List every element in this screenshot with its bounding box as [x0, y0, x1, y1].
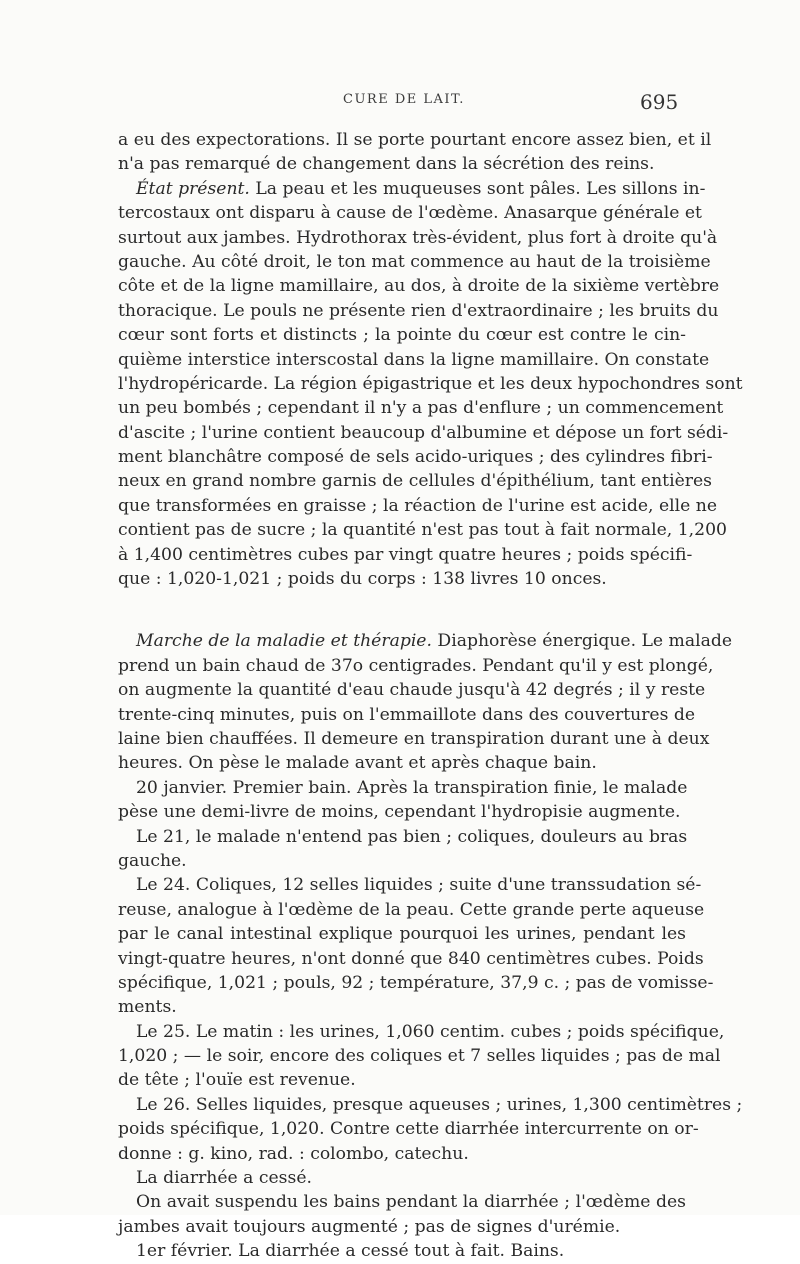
entry-diarrhee — [118, 1166, 686, 1190]
text-line: 20 janvier. Premier bain. Après la transpiration finie, le malade — [136, 777, 688, 798]
text-line: quième interstice interscostal dans la ligne mamillaire. On constate — [118, 349, 710, 370]
text-run: La peau et les muqueuses sont pâles. Les sillons in- — [255, 178, 706, 199]
text-line: côte et de la ligne mamillaire, au dos, à droite de la sixième vertèbre — [118, 276, 720, 297]
text-line: tercostaux ont disparu à cause de l'œdème. Anasarque générale et — [118, 203, 702, 224]
text-line: gauche. Au côté droit, le ton mat commence au haut de la troisième — [118, 251, 711, 272]
entry-21 — [118, 825, 686, 874]
running-title: CURE DE LAIT. — [343, 92, 465, 107]
text-line: neux en grand nombre garnis de cellules d'épithélium, tant entières — [118, 471, 712, 492]
text-line: l'hydropéricarde. La région épigastrique et les deux hypochondres sont — [118, 373, 743, 394]
text-line: trente-cinq minutes, puis on l'emmaillote dans des couvertures de — [118, 704, 696, 725]
text-line: un peu bombés ; cependant il n'y a pas d'enflure ; un commencement — [118, 398, 724, 419]
text-line: prend un bain chaud de 37o centigrades. Pendant qu'il y est plongé, — [118, 655, 714, 676]
text-line: gauche. — [118, 850, 187, 871]
text-line: cœur sont forts et distincts ; la pointe du cœur est contre le cin- — [118, 325, 686, 346]
text-line: a eu des expectorations. Il se porte pourtant encore assez bien, et il — [118, 130, 712, 150]
entry-20-janvier — [118, 776, 686, 825]
text-line: Le 25. Le matin : les urines, 1,060 centim. cubes ; poids spécifique, — [136, 1021, 725, 1042]
text-line: donne : g. kino, rad. : colombo, catechu. — [118, 1143, 469, 1164]
text-line: Le 21, le malade n'entend pas bien ; coliques, douleurs au bras — [136, 826, 688, 847]
entry-24 — [118, 873, 714, 1019]
text-line: 1,020 ; — le soir, encore des coliques et 7 selles liquides ; pas de mal — [118, 1046, 721, 1067]
text-line — [118, 177, 706, 201]
text-line: que transformées en graisse ; la réaction de l'urine est acide, elle ne — [118, 495, 717, 516]
paragraph-etat-present — [118, 177, 743, 592]
text-line — [118, 629, 733, 653]
section-label-etat-present: État présent. — [136, 178, 250, 199]
page-number: 695 — [640, 90, 679, 114]
entry-suspendu — [118, 1190, 686, 1239]
text-line: jambes avait toujours augmenté ; pas de signes d'urémie. — [118, 1216, 621, 1237]
text-line: 1er février. La diarrhée a cessé tout à fait. Bains. — [136, 1241, 565, 1262]
entry-26 — [118, 1093, 743, 1166]
entry-25 — [118, 1020, 725, 1093]
paragraph-marche — [118, 629, 733, 775]
text-line: surtout aux jambes. Hydrothorax très-évident, plus fort à droite qu'à — [118, 227, 718, 248]
section-gap — [118, 591, 686, 629]
section-label-marche: Marche de la maladie et thérapie. — [136, 631, 432, 652]
text-line: ments. — [118, 997, 177, 1018]
text-line: spécifique, 1,021 ; pouls, 92 ; température, 37,9 c. ; pas de vomisse- — [118, 972, 714, 993]
text-line: à 1,400 centimètres cubes par vingt quatre heures ; poids spécifi- — [118, 544, 693, 565]
text-line: poids spécifique, 1,020. Contre cette diarrhée intercurrente on or- — [118, 1119, 699, 1140]
entry-1er-fevrier — [118, 1239, 686, 1263]
text-line: par le canal intestinal explique pourquoi les urines, pendant les — [118, 924, 686, 945]
text-line: La diarrhée a cessé. — [136, 1168, 312, 1189]
text-line: thoracique. Le pouls ne présente rien d'extraordinaire ; les bruits du — [118, 300, 719, 321]
running-head — [0, 90, 800, 120]
text-line: que : 1,020-1,021 ; poids du corps : 138 livres 10 onces. — [118, 569, 607, 590]
text-line: on augmente la quantité d'eau chaude jusqu'à 42 degrés ; il y reste — [118, 680, 706, 701]
text-line: pèse une demi-livre de moins, cependant l'hydropisie augmente. — [118, 802, 681, 823]
text-line: reuse, analogue à l'œdème de la peau. Cette grande perte aqueuse — [118, 899, 705, 920]
text-line: de tête ; l'ouïe est revenue. — [118, 1070, 356, 1091]
text-line: contient pas de sucre ; la quantité n'est pas tout à fait normale, 1,200 — [118, 520, 727, 541]
text-line: heures. On pèse le malade avant et après chaque bain. — [118, 753, 597, 774]
paragraph-continuation — [118, 128, 712, 177]
text-line: laine bien chauffées. Il demeure en transpiration durant une à deux — [118, 728, 710, 749]
text-line: n'a pas remarqué de changement dans la sécrétion des reins. — [118, 154, 655, 175]
text-line: On avait suspendu les bains pendant la diarrhée ; l'œdème des — [136, 1192, 686, 1213]
text-line: ment blanchâtre composé de sels acido-uriques ; des cylindres fibri- — [118, 447, 713, 468]
text-line: vingt-quatre heures, n'ont donné que 840 centimètres cubes. Poids — [118, 948, 704, 969]
text-line: Le 24. Coliques, 12 selles liquides ; suite d'une transsudation sé- — [136, 875, 702, 896]
body-text — [118, 128, 743, 1264]
text-line: Le 26. Selles liquides, presque aqueuses ; urines, 1,300 centimètres ; — [136, 1094, 743, 1115]
text-run: Diaphorèse énergique. Le malade — [437, 631, 733, 652]
text-line: d'ascite ; l'urine contient beaucoup d'albumine et dépose un fort sédi- — [118, 422, 729, 443]
